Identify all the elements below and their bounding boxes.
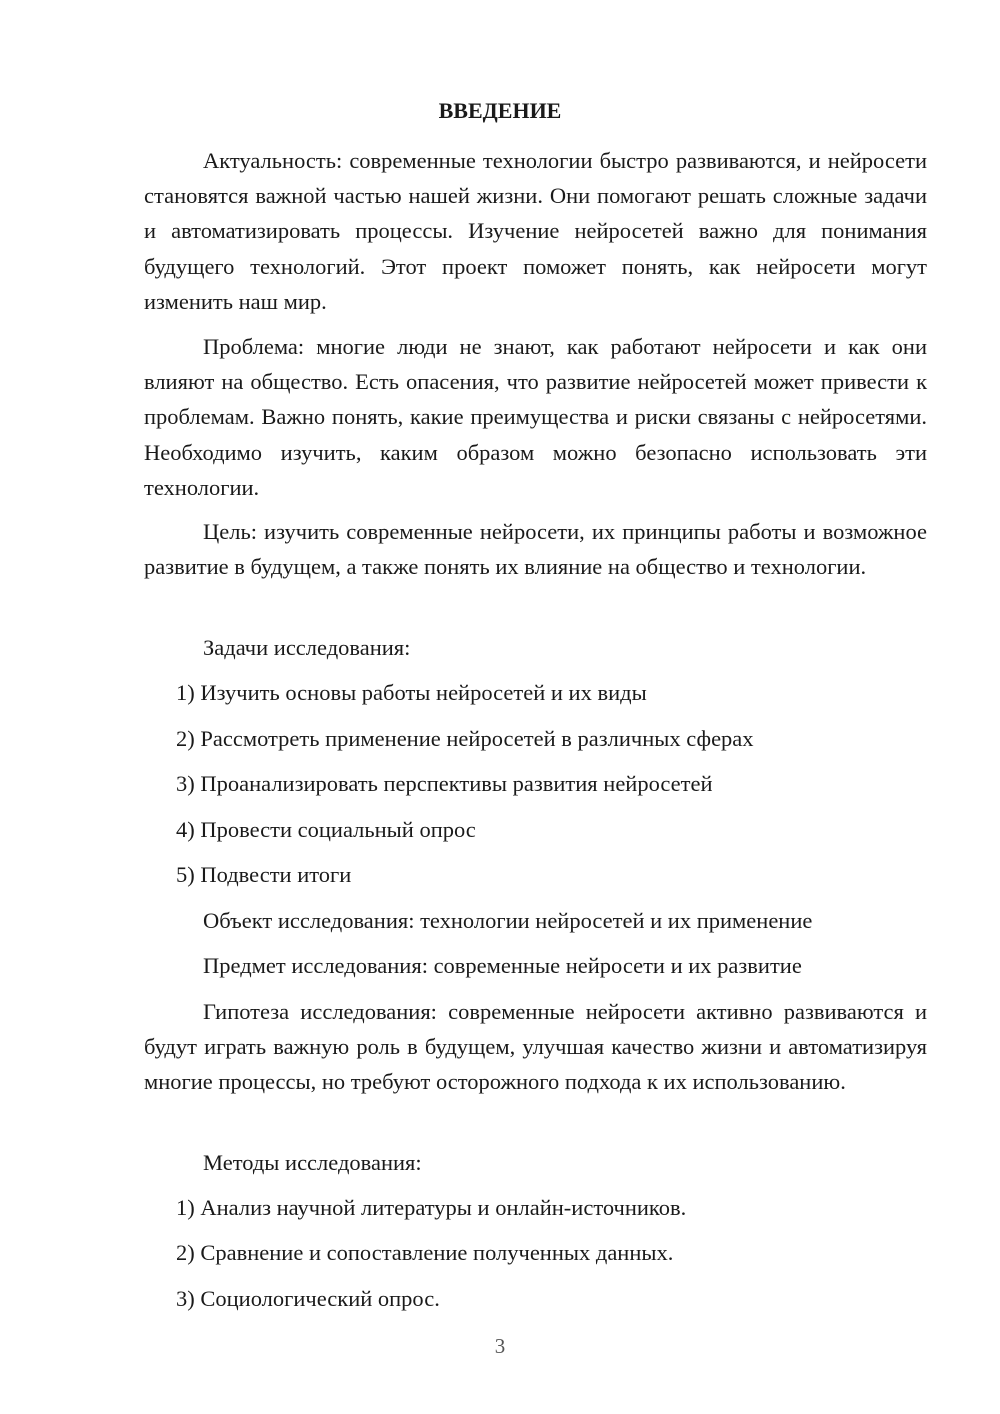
tasks-heading: Задачи исследования: — [203, 635, 411, 660]
task-item: 3) Проанализировать перспективы развития нейросетей — [176, 771, 713, 796]
method-item: 2) Сравнение и сопоставление полученных данных. — [176, 1240, 674, 1265]
task-item: 1) Изучить основы работы нейросетей и их виды — [176, 680, 647, 705]
goal-paragraph: Цель: изучить современные нейросети, их принципы работы и возможное развитие в будущем, а также понять их влияние на общество и технологии. — [144, 519, 927, 580]
task-item: 5) Подвести итоги — [176, 862, 352, 887]
task-item: 4) Провести социальный опрос — [176, 817, 476, 842]
page-title: ВВЕДЕНИЕ — [438, 98, 562, 123]
relevance-paragraph: Актуальность: современные технологии быстро развиваются, и нейросети становятся важной частью нашей жизни. Они помогают решать сложные задачи и автоматизировать процессы. Изучение нейросетей важно для понимания будущего технологий. Этот проект поможет понять, как нейросети могут изменить наш мир. — [144, 148, 927, 314]
methods-heading: Методы исследования: — [203, 1150, 422, 1175]
problem-paragraph: Проблема: многие люди не знают, как работают нейросети и как они влияют на общество. Есть опасения, что развитие нейросетей может привести к проблемам. Важно понять, какие преимущества и риски связаны с нейросетями. Необходимо изучить, каким образом можно безопасно использовать эти технологии. — [144, 334, 927, 500]
hypothesis-paragraph: Гипотеза исследования: современные нейросети активно развиваются и будут играть важную роль в будущем, улучшая качество жизни и автоматизируя многие процессы, но требуют осторожного подхода к их использованию. — [144, 999, 927, 1095]
research-subject: Предмет исследования: современные нейросети и их развитие — [203, 953, 802, 978]
research-object: Объект исследования: технологии нейросетей и их применение — [203, 908, 813, 933]
method-item: 3) Социологический опрос. — [176, 1286, 440, 1311]
task-item: 2) Рассмотреть применение нейросетей в различных сферах — [176, 726, 754, 751]
page-number: 3 — [494, 1334, 506, 1358]
method-item: 1) Анализ научной литературы и онлайн-источников. — [176, 1195, 687, 1220]
